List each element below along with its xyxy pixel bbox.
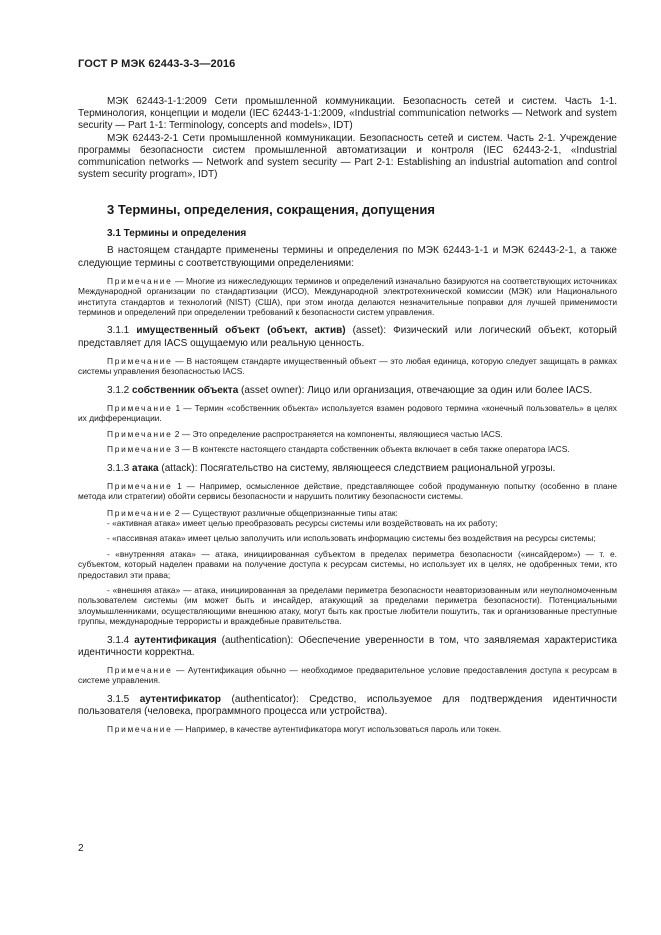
term-3-1-2-note-1 xyxy=(78,403,617,424)
term-3-1-5 xyxy=(78,694,617,718)
term-definition: (asset): Физический или логический объект, который представляет для IACS ощущаемую или реальную ценность. xyxy=(78,325,617,349)
list-item: - «активная атака» имеет целью преобразовать ресурсы системы или воздействовать на их работу; xyxy=(107,517,498,528)
page-number: 2 xyxy=(78,843,84,854)
note-label: Примечание xyxy=(107,507,173,518)
note-label: Примечание xyxy=(107,480,173,491)
note-text: 3 — В контексте настоящего стандарта собственник объекта включает в себя также оператора IACS. xyxy=(172,444,570,455)
note-label: Примечание xyxy=(107,444,173,455)
term-name: аутентификатор xyxy=(139,693,221,705)
note-text: 2 — Это определение распространяется на компоненты, являющиеся частью IACS. xyxy=(172,428,503,439)
page-content xyxy=(78,96,617,735)
term-3-1-3 xyxy=(78,463,617,475)
reference-iec-62443-1-1: МЭК 62443-1-1:2009 Сети промышленной коммуникации. Безопасность сетей и систем. Часть 1-1. Терминология, концепции и модели (IEC 62443-1-1:2009, «Industrial communication networks — Network and system security — Part 1-1: Terminology, concepts and models», IDT) xyxy=(78,96,617,132)
section-3-heading: 3 Термины, определения, сокращения, допущения xyxy=(107,202,435,218)
note-label: Примечание xyxy=(107,428,173,439)
term-3-1-3-note-2 xyxy=(78,508,617,518)
term-definition: (authenticator): Средство, используемое для подтверждения идентичности пользователя (человека, программного процесса или устройства). xyxy=(78,693,617,717)
term-number: 3.1.3 xyxy=(107,462,133,474)
list-item: - «внутренняя атака» — атака, инициированная субъектом в пределах периметра безопасности («инсайдером») — т. е. субъектом, который наделен правами на получение доступа к ресурсам системы, но использует их в целях, не одобренных теми, кто предоставил эти права; xyxy=(78,548,617,580)
note-text: 1 — Термин «собственник объекта» используется взамен родового термина «конечный пользователь» в целях их дифференциации. xyxy=(78,402,617,424)
note-intro xyxy=(78,276,617,318)
term-3-1-1-note xyxy=(78,356,617,377)
term-name: имущественный объект (объект, актив) xyxy=(136,325,346,337)
note-text: — Аутентификация обычно — необходимое предварительное условие предоставления доступа к ресурсам в системе управления. xyxy=(78,664,617,686)
note-text: 2 — Существуют различные общепризнанные типы атак: xyxy=(172,507,398,518)
term-name: аутентификация xyxy=(134,634,217,646)
term-definition: (authentication): Обеспечение уверенности в том, что заявляемая характеристика идентичности корректна. xyxy=(78,634,617,658)
term-number: 3.1.2 xyxy=(107,384,133,396)
term-definition: (attack): Посягательство на систему, являющееся следствием рациональной угрозы. xyxy=(158,462,556,474)
term-3-1-2-note-3 xyxy=(78,444,617,454)
term-3-1-1 xyxy=(78,325,617,349)
note-text: — В настоящем стандарте имущественный объект — это любая единица, которую следует защищать в рамках системы управления безопасностью IACS. xyxy=(78,355,617,377)
note-text: 1 — Например, осмысленное действие, представляющее собой продуманную попытку (особенно в плане метода или стратегии) обойти сервисы безопасности и нарушить политику безопасности системы. xyxy=(78,480,617,502)
term-3-1-2 xyxy=(78,385,617,397)
note-label: Примечание xyxy=(107,402,173,413)
note-label: Примечание xyxy=(107,355,173,366)
term-3-1-4-note xyxy=(78,665,617,686)
reference-iec-62443-2-1: МЭК 62443-2-1 Сети промышленной коммуникации. Безопасность сетей и систем. Часть 2-1. Учреждение программы безопасности систем промышленной автоматизации и контроля (IEC 62443-2-1, «Industrial communication networks — Network and system security — Part 2-1: Establishing an industrial automation and control system security program», IDT) xyxy=(78,132,617,181)
intro-paragraph: В настоящем стандарте применены термины и определения по МЭК 62443-1-1 и МЭК 62443-2-1, а также следующие термины с соответствующими определениями: xyxy=(78,245,617,269)
term-3-1-2-note-2 xyxy=(78,429,617,439)
term-number: 3.1.4 xyxy=(107,634,135,646)
note-label: Примечание xyxy=(107,275,173,286)
list-item: - «внешняя атака» — атака, инициированная за пределами периметра безопасности неавторизованным или неуполномоченным пользователем системы (им может быть и инсайдер, атакующий за пределами периметра безопасности). Потенциальными злоумышленниками, осуществляющими внешнюю атаку, могут быть как простые любители пошутить, так и организованные преступные группы, международные террористы и враждебные правительства. xyxy=(78,584,617,627)
term-name: собственник объекта xyxy=(132,384,239,396)
subsection-3-1-heading: 3.1 Термины и определения xyxy=(107,228,247,240)
note-text: — Многие из нижеследующих терминов и определений изначально базируются на соответствующих источниках Международной организации по стандартизации (ИСО), Международной электротехнической комиссии (МЭК) или Национального института стандартов и технологий (NIST) (США), при этом иногда делаются незначительные поправки для лучшей применимости терминов и определений при определении требований к безопасности систем управления. xyxy=(78,275,617,318)
page-header: ГОСТ Р МЭК 62443-3-3—2016 xyxy=(78,58,236,70)
note-label: Примечание xyxy=(107,664,173,675)
note-label: Примечание xyxy=(107,724,173,735)
term-3-1-4 xyxy=(78,635,617,659)
term-number: 3.1.1 xyxy=(107,325,137,337)
term-3-1-3-note-1 xyxy=(78,481,617,502)
term-number: 3.1.5 xyxy=(107,693,140,705)
list-item: - «пассивная атака» имеет целью заполучить или использовать информацию системы без воздействия на ресурсы системы; xyxy=(107,533,596,544)
note-text: — Например, в качестве аутентификатора могут использоваться пароль или токен. xyxy=(172,724,502,735)
term-3-1-5-note xyxy=(78,724,617,734)
term-definition: (asset owner): Лицо или организация, отвечающие за один или более IACS. xyxy=(238,384,593,396)
term-name: атака xyxy=(132,462,159,474)
